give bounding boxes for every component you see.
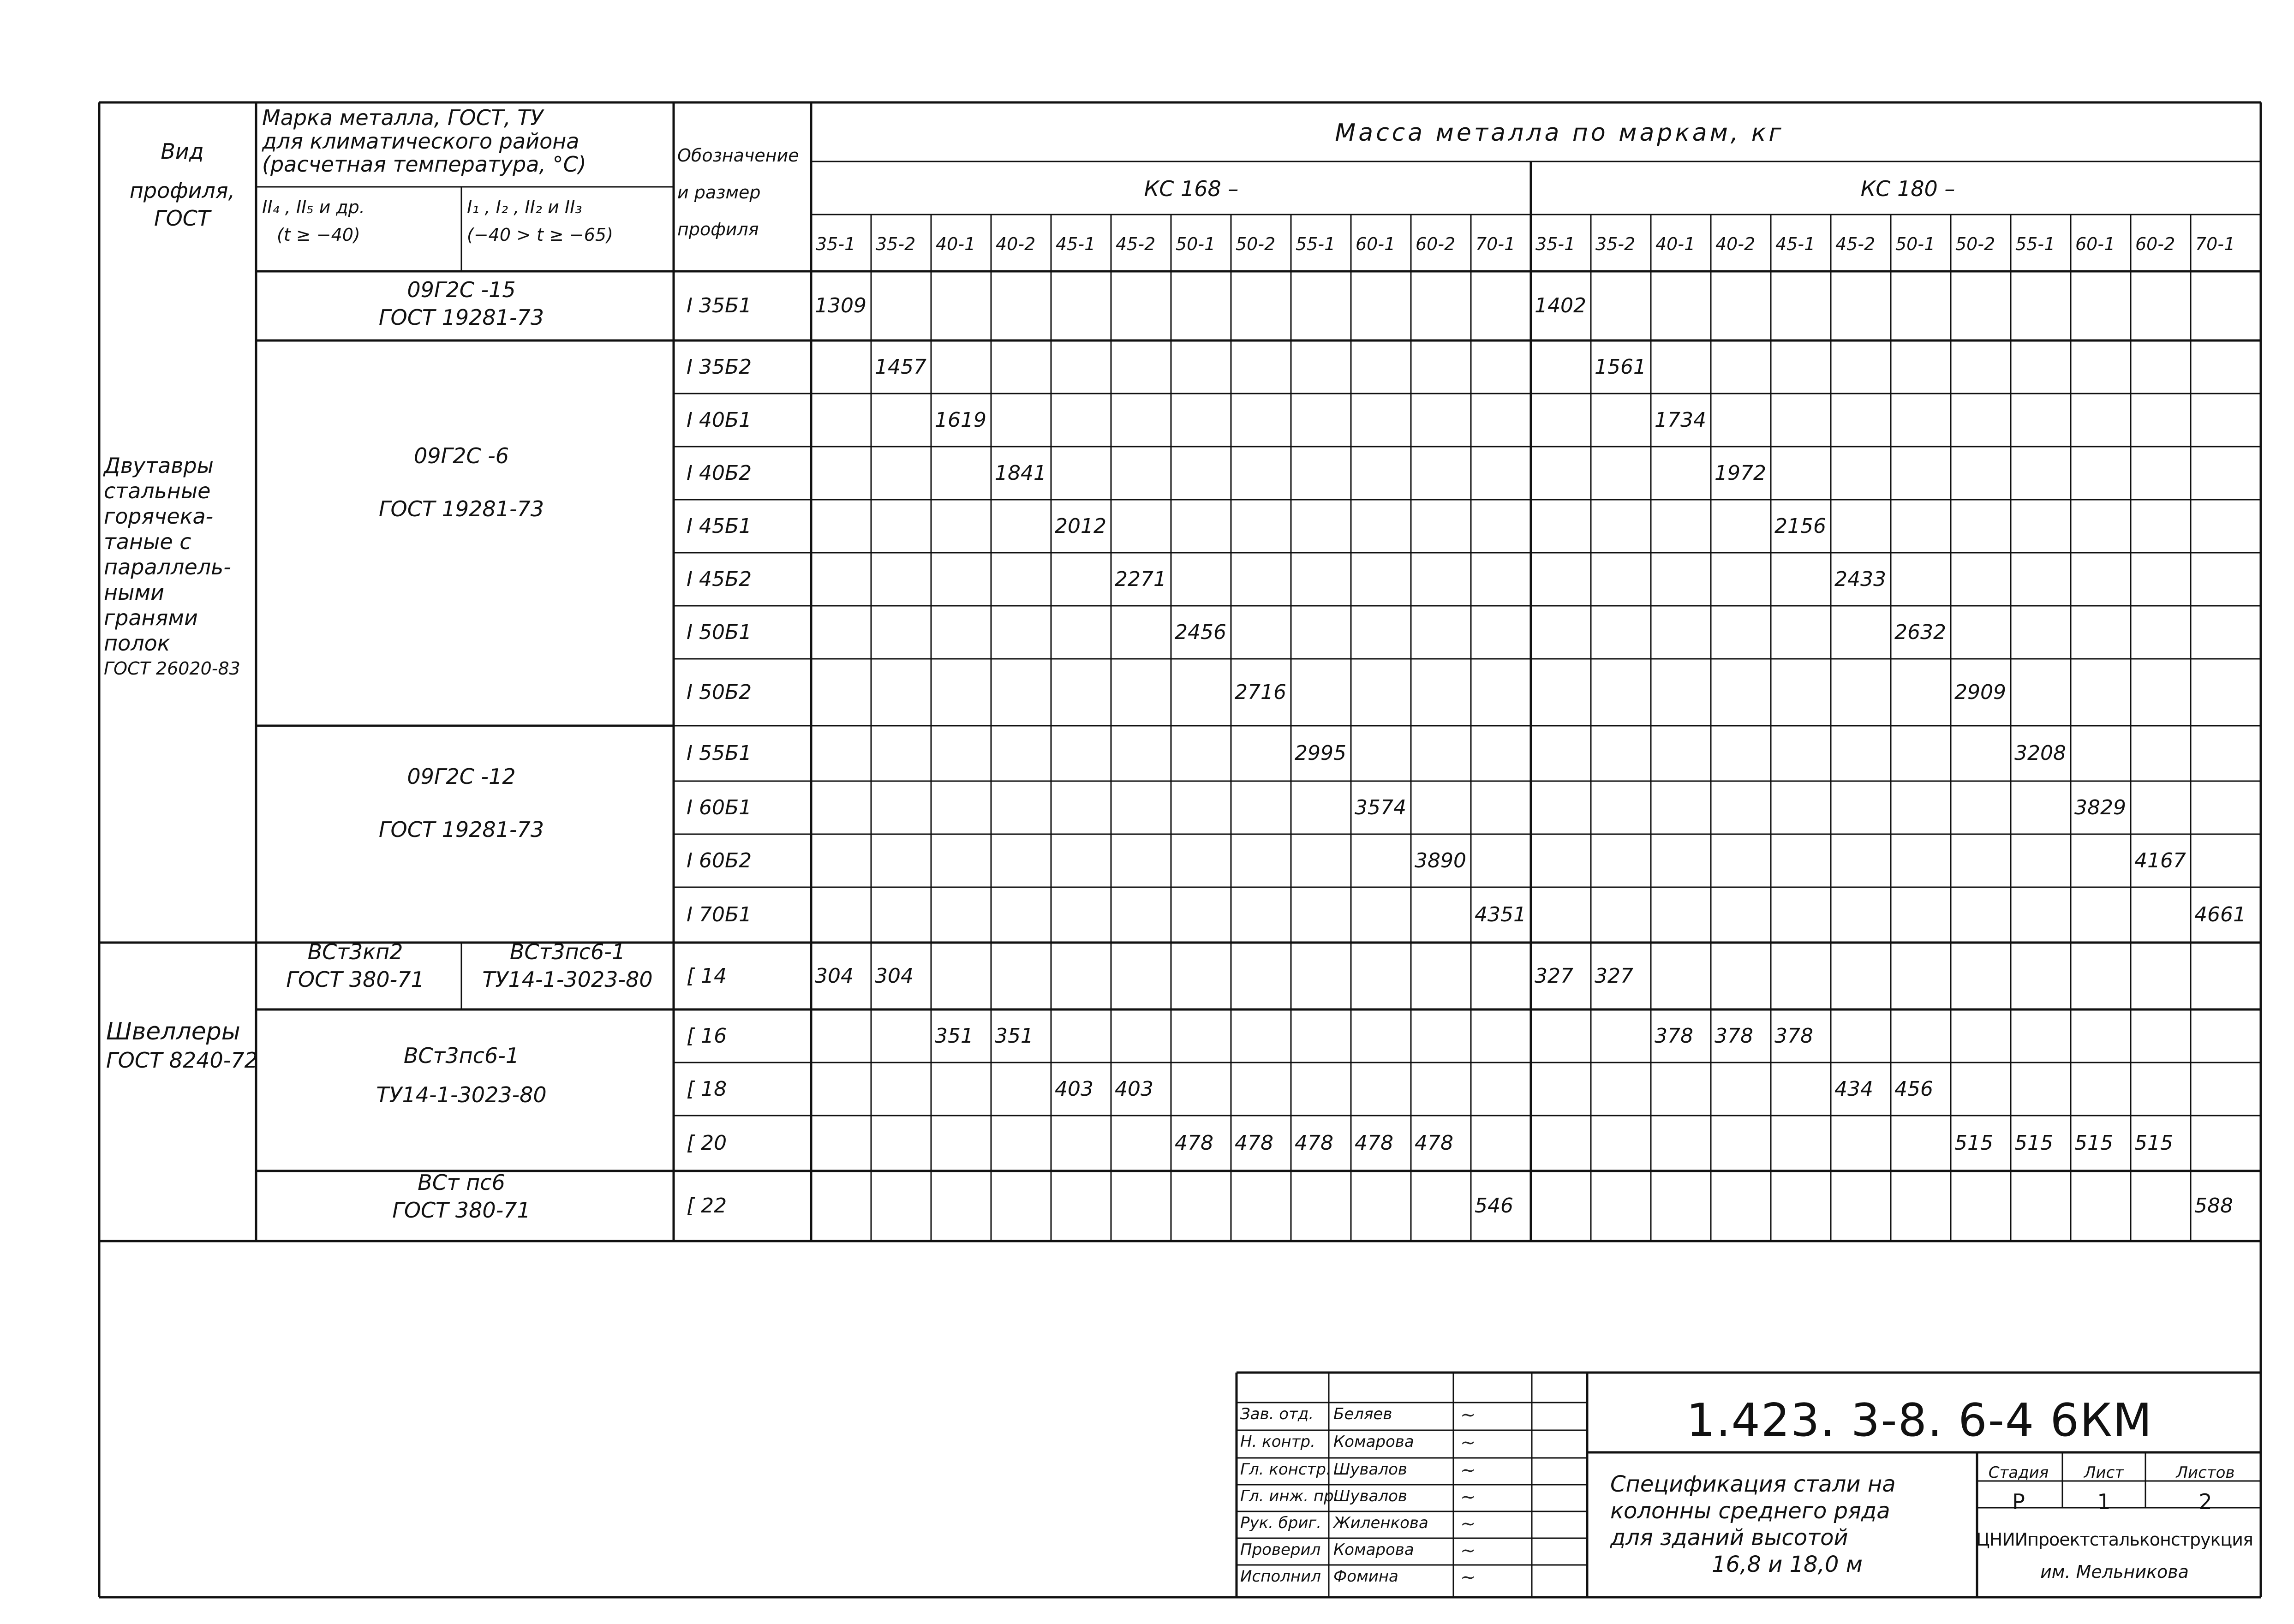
signature-mark: ~ xyxy=(1460,1513,1476,1534)
stamp-role: Исполнил xyxy=(1240,1567,1321,1586)
doc-description xyxy=(1610,1471,1896,1578)
profile-label: I 35Б1 xyxy=(687,294,752,317)
mass-value: 327 xyxy=(1595,964,1633,988)
mass-value: 515 xyxy=(2074,1131,2113,1155)
mass-value: 2716 xyxy=(1235,680,1286,704)
mass-value: 327 xyxy=(1535,964,1573,988)
mass-value: 1972 xyxy=(1715,461,1766,485)
profile-label: I 45Б2 xyxy=(687,567,752,591)
org-subname: им. Мельникова xyxy=(2040,1562,2189,1582)
header-grade-sub1-line1: II₄ , II₅ и др. xyxy=(262,197,365,217)
mass-value: 1402 xyxy=(1535,294,1586,317)
mass-value: 2156 xyxy=(1774,514,1826,538)
mass-value: 478 xyxy=(1235,1131,1273,1155)
steel5-std: ТУ14-1-3023-80 xyxy=(376,1082,547,1107)
mass-value: 1619 xyxy=(935,408,986,432)
stamp-name: Беляев xyxy=(1333,1405,1392,1423)
header-grade-line3: (расчетная температура, °С) xyxy=(262,152,586,177)
header-grade-line1: Марка металла, ГОСТ, ТУ xyxy=(262,105,544,130)
stamp-role: Гл. констр. xyxy=(1240,1460,1331,1479)
stamp-role: Н. контр. xyxy=(1240,1433,1315,1451)
mark-header-ks180: 60-1 xyxy=(2075,234,2115,254)
mass-value: 3574 xyxy=(1355,795,1406,819)
stamp-name: Комарова xyxy=(1333,1540,1414,1559)
mass-value: 4167 xyxy=(2134,848,2186,872)
doc-code: 1.423. 3-8. 6-4 6КМ xyxy=(1686,1394,2153,1447)
mass-value: 2012 xyxy=(1055,514,1106,538)
channel-line: Швеллеры xyxy=(106,1018,240,1045)
channel-section-label xyxy=(106,1017,258,1075)
mass-value: 478 xyxy=(1295,1131,1333,1155)
mark-header-ks180: 35-1 xyxy=(1535,234,1576,254)
mark-header-ks180: 35-2 xyxy=(1595,234,1636,254)
desc-line: Спецификация стали на xyxy=(1610,1471,1896,1497)
steel2-grade: 09Г2С -6 xyxy=(413,443,509,468)
mass-value: 351 xyxy=(995,1024,1033,1048)
mass-value: 478 xyxy=(1355,1131,1393,1155)
sheets-value: 2 xyxy=(2198,1489,2212,1514)
sheets-label: Листов xyxy=(2176,1463,2235,1482)
mark-header-ks180: 40-2 xyxy=(1715,234,1756,254)
steel3-grade: 09Г2С -12 xyxy=(407,764,516,789)
mass-value: 2909 xyxy=(1954,680,2006,704)
profile-label: I 35Б2 xyxy=(687,355,752,379)
header-view-line2: профиля, xyxy=(129,178,235,203)
group1-label: КС 168 – xyxy=(1144,176,1239,201)
mass-value: 434 xyxy=(1834,1077,1873,1101)
mark-header-ks168: 45-1 xyxy=(1056,234,1096,254)
signature-mark: ~ xyxy=(1460,1460,1476,1481)
ibeam-line: стальные xyxy=(104,478,211,503)
stage-value: Р xyxy=(2012,1489,2025,1514)
mass-value: 1561 xyxy=(1595,355,1646,379)
mass-value: 403 xyxy=(1115,1077,1153,1101)
mark-header-ks180: 70-1 xyxy=(2195,234,2235,254)
ibeam-line: горячека- xyxy=(104,504,214,529)
mark-header-ks168: 35-2 xyxy=(876,234,916,254)
profile-label: [ 20 xyxy=(687,1131,727,1155)
header-profile-line1: Обозначение xyxy=(677,145,799,166)
mass-value: 2433 xyxy=(1834,567,1886,591)
mass-title: Масса металла по маркам, кг xyxy=(1335,119,1784,147)
desc-line: для зданий высотой xyxy=(1610,1525,1848,1551)
mark-header-ks168: 50-2 xyxy=(1236,234,1276,254)
ibeam-line: гранями xyxy=(104,605,198,630)
steel4b-grade: ВСт3пс6-1 xyxy=(509,939,626,964)
mass-value: 3829 xyxy=(2074,795,2126,819)
mark-header-ks180: 45-2 xyxy=(1835,234,1876,254)
mark-header-ks180: 45-1 xyxy=(1775,234,1816,254)
header-view-line3: ГОСТ xyxy=(154,206,211,231)
profile-label: I 50Б1 xyxy=(687,620,752,644)
mass-value: 515 xyxy=(2134,1131,2173,1155)
group2-label: КС 180 – xyxy=(1860,176,1955,201)
mark-header-ks180: 50-1 xyxy=(1895,234,1936,254)
header-grade-sub2-line2: (−40 > t ≥ −65) xyxy=(467,225,613,245)
steel4a-std: ГОСТ 380-71 xyxy=(286,967,424,992)
steel5-grade: ВСт3пс6-1 xyxy=(403,1043,520,1068)
ibeam-line: таные с xyxy=(104,529,191,554)
mass-value: 2271 xyxy=(1115,567,1166,591)
sheet-value: 1 xyxy=(2097,1489,2111,1514)
mass-value: 3890 xyxy=(1415,848,1466,872)
mark-header-ks180: 60-2 xyxy=(2135,234,2175,254)
mark-header-ks168: 70-1 xyxy=(1476,234,1516,254)
header-profile-line2: и размер xyxy=(677,182,761,203)
profile-label: [ 18 xyxy=(687,1077,727,1101)
ibeam-line: параллель- xyxy=(104,555,231,579)
mass-value: 2456 xyxy=(1175,620,1226,644)
stamp-role: Рук. бриг. xyxy=(1240,1514,1322,1532)
stamp-role: Зав. отд. xyxy=(1240,1405,1314,1423)
mass-value: 515 xyxy=(2014,1131,2053,1155)
profile-label: [ 22 xyxy=(687,1194,727,1218)
steel1-std: ГОСТ 19281-73 xyxy=(378,305,544,330)
signature-mark: ~ xyxy=(1460,1432,1476,1453)
mass-value: 4351 xyxy=(1475,903,1526,926)
mass-value: 478 xyxy=(1175,1131,1213,1155)
stamp-name: Комарова xyxy=(1333,1433,1414,1451)
stamp-role: Проверил xyxy=(1240,1540,1321,1559)
header-grade-line2: для климатического района xyxy=(262,129,579,154)
mark-header-ks168: 55-1 xyxy=(1296,234,1336,254)
org-name: ЦНИИпроектстальконструкция xyxy=(1976,1529,2253,1550)
mass-value: 3208 xyxy=(2014,741,2066,765)
mass-value: 2632 xyxy=(1894,620,1946,644)
desc-line: колонны среднего ряда xyxy=(1610,1498,1890,1524)
mass-value: 546 xyxy=(1475,1194,1513,1218)
mass-value: 588 xyxy=(2194,1194,2233,1218)
mass-value: 1457 xyxy=(875,355,926,379)
profile-label: I 40Б2 xyxy=(687,461,752,485)
mark-header-ks168: 35-1 xyxy=(816,234,856,254)
desc-line: 16,8 и 18,0 м xyxy=(1712,1552,1863,1577)
sheet-label: Лист xyxy=(2084,1463,2124,1482)
mass-value: 403 xyxy=(1055,1077,1093,1101)
steel4a-grade: ВСт3кп2 xyxy=(307,939,403,964)
mark-header-ks180: 40-1 xyxy=(1655,234,1696,254)
profile-label: I 55Б1 xyxy=(687,741,752,765)
stamp-role: Гл. инж. пр. xyxy=(1240,1487,1339,1505)
mass-value: 4661 xyxy=(2194,903,2246,926)
header-view-line1: Вид xyxy=(161,139,204,164)
profile-label: I 50Б2 xyxy=(687,680,752,704)
mark-header-ks168: 40-2 xyxy=(996,234,1036,254)
signature-mark: ~ xyxy=(1460,1567,1476,1588)
stamp-name: Фомина xyxy=(1333,1567,1398,1586)
mass-value: 378 xyxy=(1715,1024,1753,1048)
mark-header-ks168: 40-1 xyxy=(936,234,976,254)
mass-value: 378 xyxy=(1655,1024,1693,1048)
stamp-name: Шувалов xyxy=(1333,1460,1407,1479)
profile-label: I 60Б2 xyxy=(687,848,752,872)
profile-label: [ 16 xyxy=(687,1024,727,1048)
profile-label: I 60Б1 xyxy=(687,795,752,819)
steel2-std: ГОСТ 19281-73 xyxy=(378,496,544,521)
steel6-std: ГОСТ 380-71 xyxy=(392,1198,531,1223)
mass-value: 1734 xyxy=(1655,408,1706,432)
ibeam-line: Двутавры xyxy=(104,453,214,478)
mass-value: 304 xyxy=(815,964,854,988)
mass-value: 456 xyxy=(1894,1077,1933,1101)
stamp-name: Шувалов xyxy=(1333,1487,1407,1505)
steel4b-std: ТУ14-1-3023-80 xyxy=(482,967,653,992)
profile-label: I 70Б1 xyxy=(687,903,752,926)
signature-mark: ~ xyxy=(1460,1540,1476,1561)
mark-header-ks180: 55-1 xyxy=(2015,234,2055,254)
ibeam-line: ГОСТ 26020-83 xyxy=(104,658,240,679)
mass-value: 378 xyxy=(1774,1024,1813,1048)
profile-label: I 45Б1 xyxy=(687,514,752,538)
mass-value: 1841 xyxy=(995,461,1046,485)
mark-header-ks168: 60-1 xyxy=(1356,234,1396,254)
mass-value: 515 xyxy=(1954,1131,1993,1155)
ibeam-line: полок xyxy=(104,631,170,656)
steel3-std: ГОСТ 19281-73 xyxy=(378,817,544,842)
channel-line: ГОСТ 8240-72 xyxy=(106,1048,258,1073)
steel6-grade: ВСт пс6 xyxy=(418,1170,505,1195)
header-grade-sub2-line1: I₁ , I₂ , II₂ и II₃ xyxy=(467,197,582,217)
steel1-grade: 09Г2С -15 xyxy=(407,277,516,302)
mark-header-ks168: 45-2 xyxy=(1116,234,1156,254)
mass-value: 304 xyxy=(875,964,914,988)
profile-label: [ 14 xyxy=(687,964,727,988)
profile-label: I 40Б1 xyxy=(687,408,752,432)
mass-value: 1309 xyxy=(815,294,866,317)
signature-mark: ~ xyxy=(1460,1404,1476,1426)
header-grade-sub1-line2: (t ≥ −40) xyxy=(277,225,360,245)
ibeam-section-label xyxy=(104,453,240,681)
mark-header-ks180: 50-2 xyxy=(1955,234,1995,254)
mass-value: 478 xyxy=(1415,1131,1453,1155)
stage-label: Стадия xyxy=(1988,1463,2049,1482)
stamp-name: Жиленкова xyxy=(1333,1514,1428,1532)
mass-value: 351 xyxy=(935,1024,974,1048)
ibeam-line: ными xyxy=(104,580,164,605)
mark-header-ks168: 60-2 xyxy=(1416,234,1456,254)
mass-value: 2995 xyxy=(1295,741,1346,765)
header-profile-line3: профиля xyxy=(677,219,759,239)
mark-header-ks168: 50-1 xyxy=(1176,234,1216,254)
signature-mark: ~ xyxy=(1460,1487,1476,1508)
